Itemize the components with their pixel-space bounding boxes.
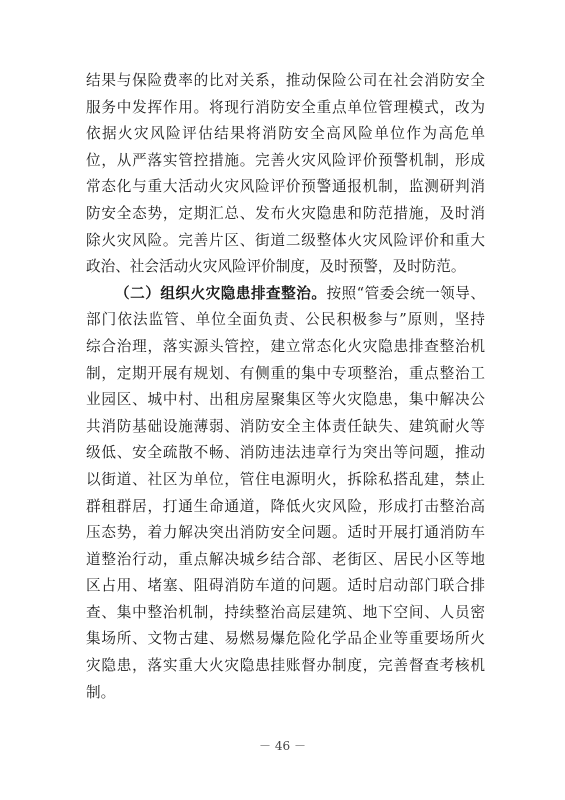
text-line: 灾隐患，落实重大火灾隐患挂账督办制度，完善督查考核机 [86,657,485,675]
text-line: 常态化与重大活动火灾风险评价预警通报机制，监测研判消 [86,178,485,196]
text-line: 防安全态势，定期汇总、发布火灾隐患和防范措施，及时消 [86,204,485,222]
text-line: 查、集中整治机制，持续整治高层建筑、地下空间、人员密 [86,603,485,621]
paragraph-risk-assessment [86,68,485,281]
text-line: 区占用、堵塞、阻碍消防车道的问题。适时启动部门联合排 [86,577,485,595]
text-line: 级低、安全疏散不畅、消防违法违章行为突出等问题，推动 [86,444,485,462]
text-line: 除火灾风险。完善片区、街道二级整体火灾风险评价和重大 [86,231,485,249]
heading-line-rest: 按照“管委会统一领导、 [326,284,485,302]
text-line: 政治、社会活动火灾风险评价制度，及时预警，及时防范。 [86,258,466,276]
text-line: 服务中发挥作用。将现行消防安全重点单位管理模式，改为 [86,98,485,116]
page-number: － 46 － [259,739,306,753]
text-line: 业园区、城中村、出租房屋聚集区等火灾隐患，集中解决公 [86,391,485,409]
text-line: 共消防基础设施薄弱、消防安全主体责任缺失、建筑耐火等 [86,417,485,435]
text-line: 制。 [86,683,116,701]
text-line: 道整治行动，重点解决城乡结合部、老街区、居民小区等地 [86,550,485,568]
text-line: 压态势，着力解决突出消防安全问题。适时开展打通消防车 [86,524,485,542]
text-line: 群租群居，打通生命通道，降低火灾风险，形成打击整治高 [86,497,485,515]
text-line [86,281,485,308]
document-body [86,68,485,706]
text-line: 集场所、文物古建、易燃易爆危险化学品企业等重要场所火 [86,630,485,648]
section-heading: （二）组织火灾隐患排查整治。 [115,284,327,302]
text-line: 依据火灾风险评估结果将消防安全高风险单位作为高危单 [86,125,485,143]
text-line: 结果与保险费率的比对关系，推动保险公司在社会消防安全 [86,72,485,89]
text-line: 制，定期开展有规划、有侧重的集中专项整治，重点整治工 [86,364,485,382]
text-line: 部门依法监管、单位全面负责、公民积极参与”原则，坚持 [86,311,485,329]
text-line: 位，从严落实管控措施。完善火灾风险评价预警机制，形成 [86,151,485,169]
text-line: 综合治理，落实源头管控，建立常态化火灾隐患排查整治机 [86,337,485,355]
text-line: 以街道、社区为单位，管住电源明火，拆除私搭乱建，禁止 [86,470,485,488]
paragraph-hazard-inspection [86,281,485,707]
